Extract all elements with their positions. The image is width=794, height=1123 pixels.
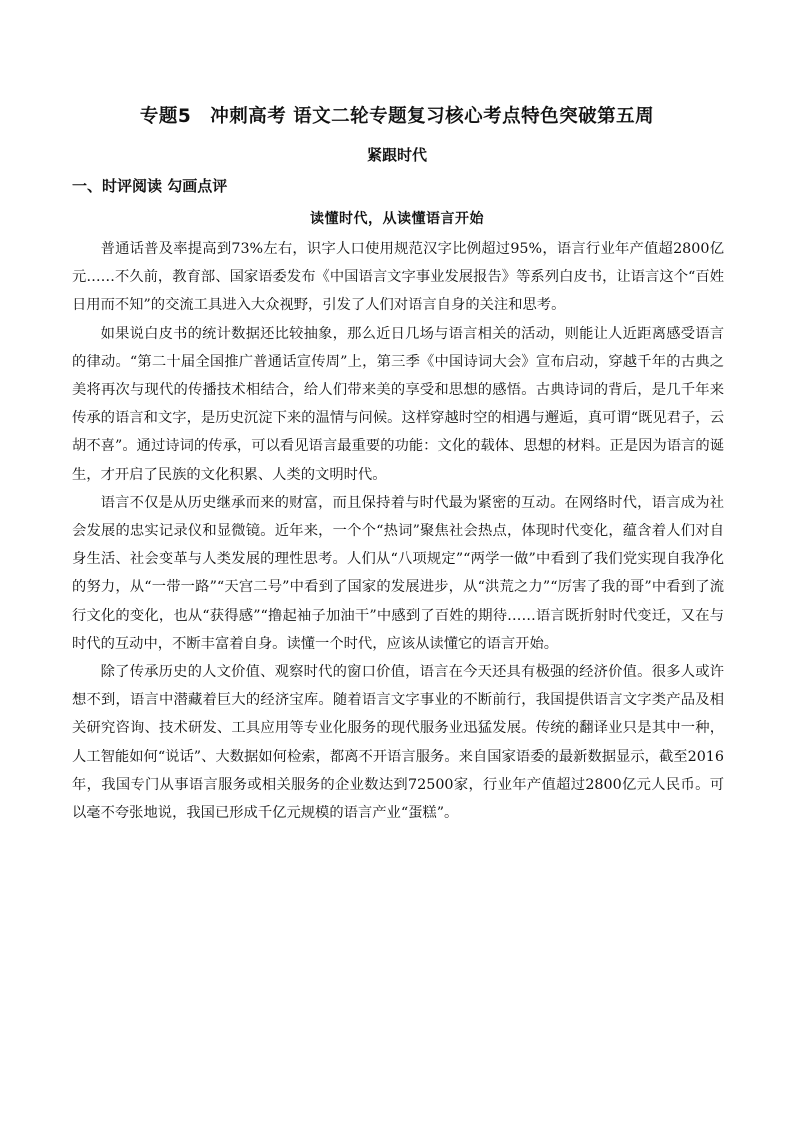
article-title: 读懂时代，从读懂语言开始	[310, 211, 484, 227]
article-paragraph-4: 除了传承历史的人文价值、观察时代的窗口价值，语言在今天还具有极强的经济价值。很多人或许想不到，语言中潜藏着巨大的经济宝库。随着语言文字事业的不断前行，我国提供语言文字类产品及相关研究咨询、技术研发、工具应用等专业化服务的现代服务业迅猛发展。传统的翻译业只是其中一种，人工智能如何“说话”、大数据如何检索，都离不开语言服务。来自国家语委的最新数据显示，截至2016年，我国专门从事语言服务或相关服务的企业数达到72500家，行业年产值超过2800亿元人民币。可以毫不夸张地说，我国已形成千亿元规模的语言产业“蛋糕”。	[72, 664, 724, 822]
document-title: 专题5 冲刺高考 语文二轮专题复习核心考点特色突破第五周	[139, 106, 655, 127]
document-subtitle: 紧跟时代	[366, 146, 427, 164]
article-body	[72, 235, 724, 827]
article-paragraph-3: 语言不仅是从历史继承而来的财富，而且保持着与时代最为紧密的互动。在网络时代，语言成为社会发展的忠实记录仪和显微镜。近年来，一个个“热词”聚焦社会热点，体现时代变化，蕴含着人们对自身生活、社会变革与人类发展的理性思考。人们从“八项规定”“两学一做”中看到了我们党实现自我净化的努力，从“一带一路”“天宫二号”中看到了国家的发展进步，从“洪荒之力”“厉害了我的哥”中看到了流行文化的变化，也从“获得感”“撸起袖子加油干”中感到了百姓的期待……语言既折射时代变迁，又在与时代的互动中，不断丰富着自身。读懂一个时代，应该从读懂它的语言开始。	[72, 494, 724, 652]
section-heading: 一、时评阅读 勾画点评	[72, 177, 228, 195]
article-paragraph-1: 普通话普及率提高到73%左右，识字人口使用规范汉字比例超过95%，语言行业年产值超2800亿元……不久前，教育部、国家语委发布《中国语言文字事业发展报告》等系列白皮书，让语言这个“百姓日用而不知”的交流工具进入大众视野，引发了人们对语言自身的关注和思考。	[72, 241, 724, 314]
article-paragraph-2: 如果说白皮书的统计数据还比较抽象，那么近日几场与语言相关的活动，则能让人近距离感受语言的律动。“第二十届全国推广普通话宣传周”上，第三季《中国诗词大会》宣布启动，穿越千年的古典之美将再次与现代的传播技术相结合，给人们带来美的享受和思想的感悟。古典诗词的背后，是几千年来传承的语言和文字，是历史沉淀下来的温情与问候。这样穿越时空的相遇与邂逅，真可谓“既见君子，云胡不喜”。通过诗词的传承，可以看见语言最重要的功能：文化的载体、思想的材料。正是因为语言的诞生，才开启了民族的文化积累、人类的文明时代。	[72, 325, 724, 483]
